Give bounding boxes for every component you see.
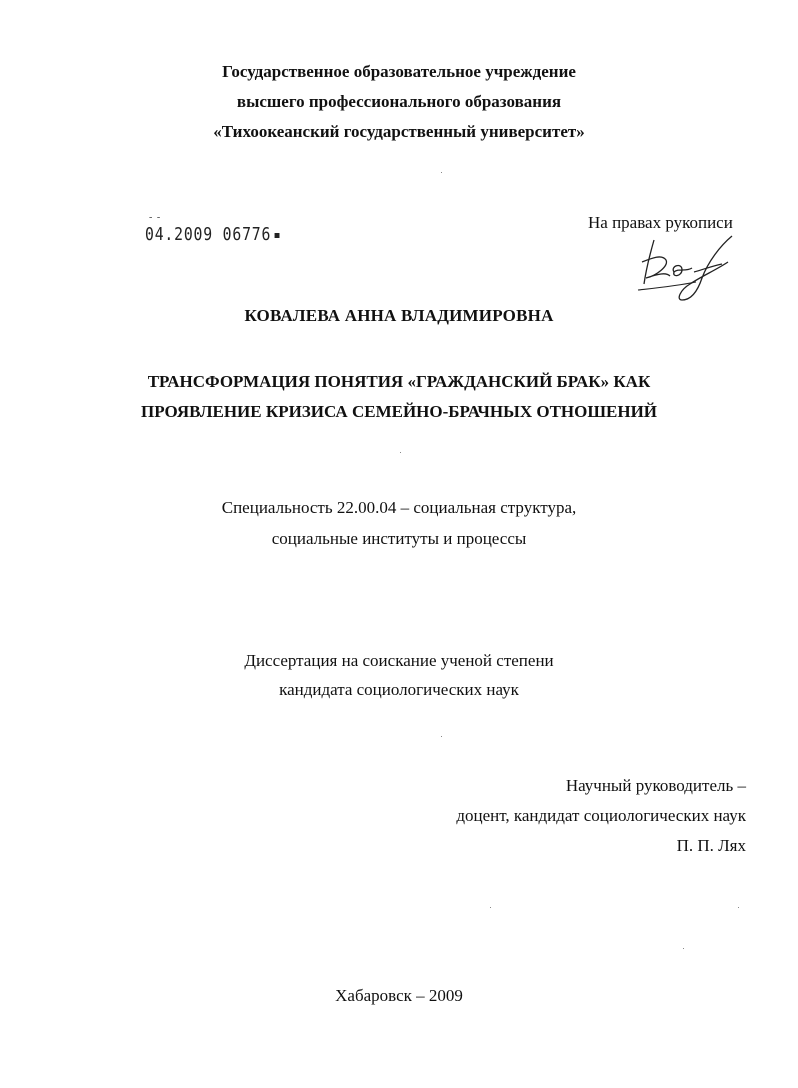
scan-speck (441, 172, 442, 173)
supervisor-credentials: доцент, кандидат социологических наук (456, 806, 746, 825)
manuscript-rights: На правах рукописи (588, 213, 733, 232)
scan-speck (683, 948, 684, 949)
author-name: КОВАЛЕВА АННА ВЛАДИМИРОВНА (244, 306, 554, 325)
specialty-line-2: социальные институты и процессы (271, 529, 527, 548)
stamp-ticks: - - (149, 212, 162, 223)
institution-line-3: «Тихоокеанский государственный университет» (213, 122, 585, 141)
stamp-number: 04.2009 06776 (145, 224, 272, 245)
dissertation-title (0, 367, 798, 427)
title-line-2: ПРОЯВЛЕНИЕ КРИЗИСА СЕМЕЙНО-БРАЧНЫХ ОТНОШЕНИЙ (140, 402, 658, 421)
scan-speck (400, 452, 401, 453)
institution-line-2: высшего профессионального образования (236, 92, 562, 111)
institution-line-1: Государственное образовательное учреждение (222, 62, 576, 81)
supervisor-block (456, 771, 746, 861)
degree-line-2: кандидата социологических наук (279, 680, 519, 699)
library-stamp (145, 224, 279, 245)
degree-line-1: Диссертация на соискание ученой степени (244, 651, 554, 670)
supervisor-name: П. П. Лях (676, 836, 746, 855)
stamp-mark (274, 233, 279, 238)
specialty (0, 492, 798, 554)
scan-speck (738, 907, 739, 908)
signature-image (636, 232, 746, 302)
institution-header (0, 57, 798, 147)
scan-speck (490, 907, 491, 908)
supervisor-role: Научный руководитель – (565, 776, 746, 795)
scan-speck (441, 736, 442, 737)
city-year: Хабаровск – 2009 (335, 986, 463, 1005)
title-line-1: ТРАНСФОРМАЦИЯ ПОНЯТИЯ «ГРАЖДАНСКИЙ БРАК» КАК (147, 372, 651, 391)
specialty-line-1: Специальность 22.00.04 – социальная структура, (221, 498, 577, 517)
degree-statement (0, 646, 798, 704)
